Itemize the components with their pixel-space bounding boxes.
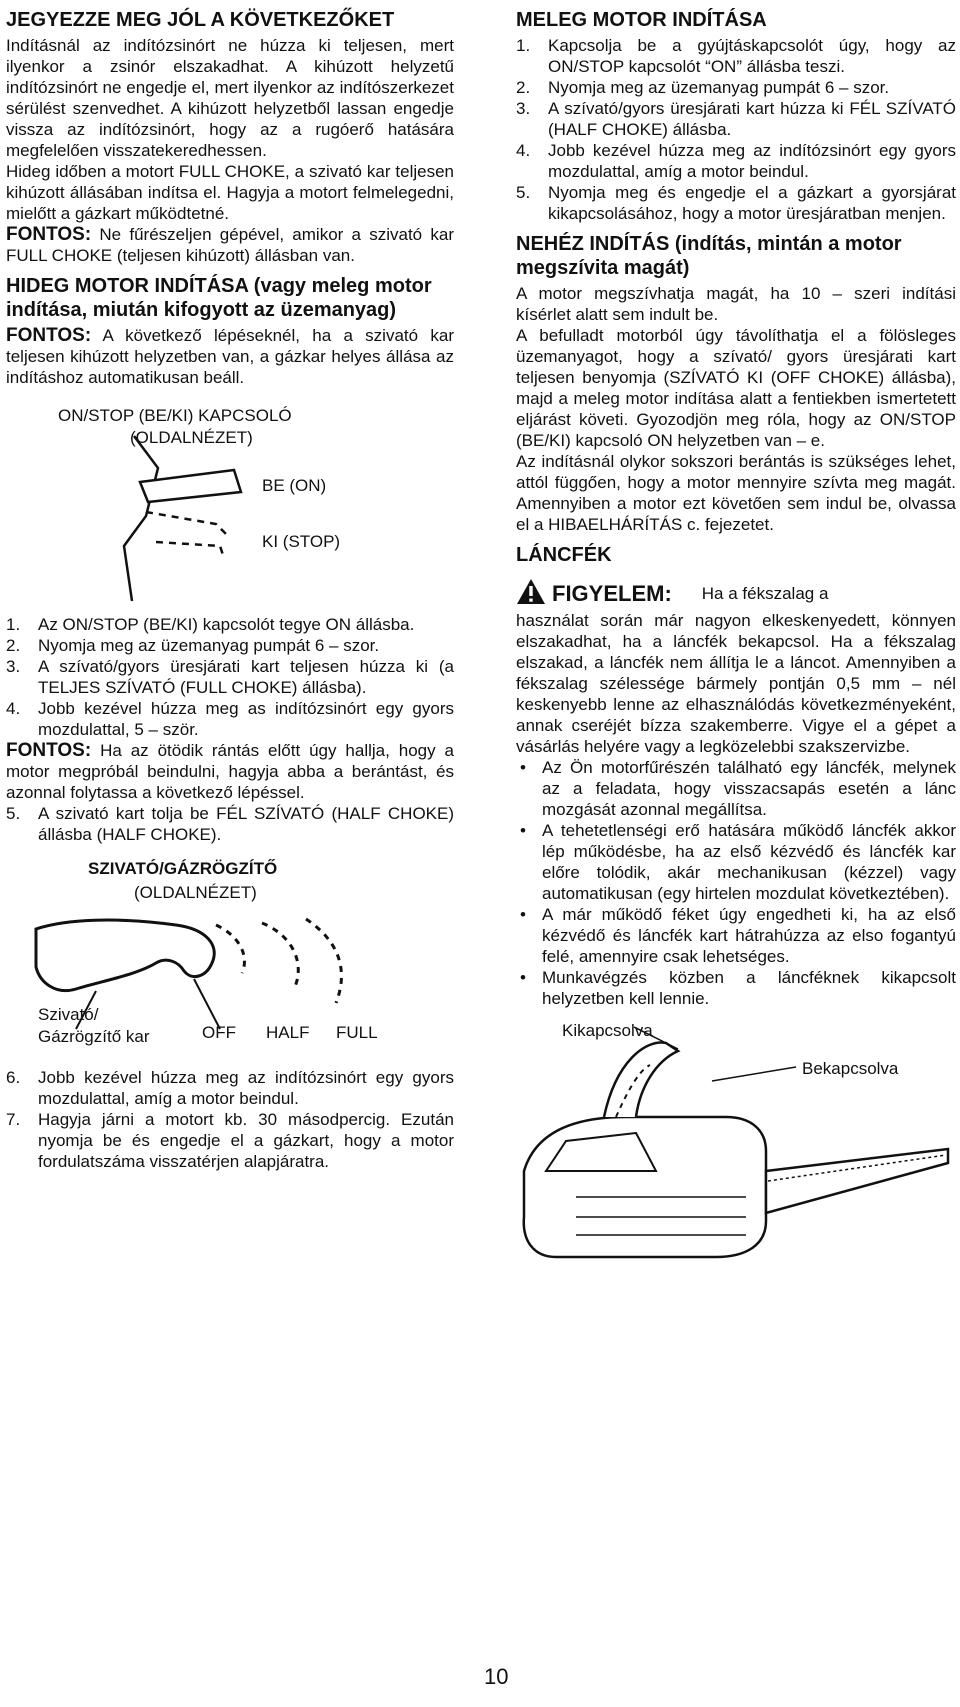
choke-title-line2: (OLDALNÉZET) [134,883,257,902]
step-number: 2. [6,636,21,655]
step-number: 5. [6,804,21,823]
paragraph-clear-fuel: A befulladt motorból úgy távolíthatja el a fölösleges üzemanyagot, hogy a szívató/ gyors üresjárati kart teljesen benyomja (SZÍVATÓ KI (OFF CHOKE) állásba), majd a meleg motor indítása alatt a fentiekben ismertetett eljárást követi. Gyozodjön meg róla, hogy az ON/STOP (BE/KI) kapcsoló ON helyzetben van – e. [516,326,956,450]
bullet-icon: • [520,905,526,924]
bullet-icon: • [520,968,526,987]
paragraph-flooded: A motor megszívhatja magát, ha 10 – szeri indítási kísérlet alatt sem indult be. [516,284,956,324]
section-title-remember: JEGYEZZE MEG JÓL A KÖVETKEZŐKET [6,9,395,31]
list-item [6,698,454,740]
warning-heading [516,578,956,610]
brake-label-off: Kikapcsolva [562,1021,653,1040]
steps-cold-start-b [6,803,454,845]
chain-brake-bullets [516,757,956,1009]
list-item [6,1067,454,1109]
list-item [516,757,956,820]
paragraph-starter-cord: Indításnál az indítózsinórt ne húzza ki teljesen, mert ilyenkor a zsinór elszakadhat. A kihúzott helyzetű indítózsinórt ne engedje el, mert ilyenkor az indítószerkezet sérülést szenvedhet. A kihúzott helyzetből lassan engedje vissza az indítózsinórt, hogy az a rugóerő hatására megfelelően visszatekeredhessen. [6,36,454,160]
section-title-hard-start: NEHÉZ INDÍTÁS (indítás, mintán a motor megszívita magát) [516,233,902,279]
important-note-3 [6,740,454,803]
steps-cold-start-c [6,1067,454,1172]
step-text: Nyomja meg az üzemanyag pumpát 6 – szor. [38,636,380,655]
steps-cold-start-a [6,614,454,740]
step-number: 4. [516,141,531,160]
step-number: 4. [6,699,21,718]
bullet-text: A már működő féket úgy engedheti ki, ha az első kézvédő és láncfék kart hátrahúzza az elso fogantyú felé, amennyire csak lehetséges. [542,905,956,966]
list-item [516,35,956,77]
important-note-2 [6,325,454,388]
choke-title-line1: SZIVATÓ/GÁZRÖGZÍTŐ [88,859,278,878]
step-number: 2. [516,78,531,97]
important-text: Ha az ötödik rántás előtt úgy hallja, hogy a motor megpróbál beindulni, hagyja abba a berántást, és azonnal folytassa a következő lépéssel. [6,741,454,802]
step-number: 1. [516,36,531,55]
step-text: A szívató/gyors üresjárati kart húzza ki FÉL SZÍVATÓ (HALF CHOKE) állásba. [548,99,956,139]
switch-title-line2: (OLDALNÉZET) [130,428,253,447]
step-text: A szívató/gyors üresjárati kart teljesen húzza ki (a TELJES SZÍVATÓ (FULL CHOKE) állásba). [38,657,454,697]
bullet-icon: • [520,758,526,777]
figure-chainsaw-brake [516,1021,956,1271]
warning-text: használat során már nagyon elkeskenyedett, könnyen elszakadhat, ha a láncfék bekapcsol. Ha a fékszalag elszakad, a láncfék nem állítja le a láncot. Amennyiben a fékszalag szélessége bármely pontján 0,5 mm – nél keskenyebb lenne az elhasználódás következményeként, annak cseréjét bízza szakemberre. Vigye el a gépet a vásárlás helyére vagy a legközelebbi szakszervizbe. [516,611,956,756]
warning-word: FIGYELEM: [552,581,672,606]
choke-label-full: FULL [336,1023,378,1042]
step-text: A szivató kart tolja be FÉL SZÍVATÓ (HALF CHOKE) állásba (HALF CHOKE). [38,804,454,844]
figure-choke-lever [6,859,454,1059]
choke-label-half: HALF [266,1023,310,1042]
step-text: Hagyja járni a motort kb. 30 másodpercig. Ezután nyomja be és engedje el a gázkart, hogy a motor fordulatszáma visszatérjen alapjáratra. [38,1110,454,1171]
list-item [516,140,956,182]
step-number: 1. [6,615,21,634]
important-text: A következő lépéseknél, ha a szivató kar teljesen kihúzott helyzetben van, a gázkar helyes állása az indításhoz automatikusan beáll. [6,326,454,387]
figure-on-stop-switch [6,406,454,606]
step-text: Az ON/STOP (BE/KI) kapcsolót tegye ON állásba. [38,615,415,634]
bullet-text: Munkavégzés közben a láncféknek kikapcsolt helyzetben kell lennie. [542,968,956,1008]
step-number: 3. [6,657,21,676]
left-column [6,8,454,1172]
step-text: Jobb kezével húzza meg az indítózsinórt egy gyors mozdulattal, amíg a motor beindul. [548,141,956,181]
list-item [6,1109,454,1172]
important-label: FONTOS: [6,325,92,346]
paragraph-cold-weather: Hideg időben a motort FULL CHOKE, a szivató kar teljesen kihúzott állásában indítsa el. Hagyja a motort felmelegedni, mielőtt a gázkart működtetné. [6,162,454,223]
bullet-text: Az Ön motorfűrészén található egy láncfék, melynek az a feladata, hogy visszacsapás esetén a lánc mozgását azonnal megállítsa. [542,758,956,819]
step-number: 6. [6,1068,21,1087]
page-number: 10 [484,1664,509,1689]
step-number: 5. [516,183,531,202]
list-item [516,182,956,224]
list-item [6,656,454,698]
important-note-1 [6,224,454,266]
warning-triangle-icon [516,578,546,610]
switch-label-on: BE (ON) [262,476,327,495]
step-text: Jobb kezével húzza meg as indítózsinórt egy gyors mozdulattal, 5 – ször. [38,699,454,739]
list-item [516,98,956,140]
section-title-warm-start: MELEG MOTOR INDÍTÁSA [516,9,767,31]
choke-lever-label-1: Szivató/ [38,1005,99,1024]
list-item [516,77,956,98]
bullet-text: A tehetetlenségi erő hatására működő láncfék akkor lép működésbe, ha az első kézvédő és láncfék kar előre tolódik, akár mechanikusan (kézzel) vagy automatikusan (egy hirtelen mozdulat következtében). [542,821,956,903]
step-number: 3. [516,99,531,118]
step-text: Kapcsolja be a gyújtáskapcsolót úgy, hogy az ON/STOP kapcsolót “ON” állásba teszi. [548,36,956,76]
choke-lever-label-2: Gázrögzítő kar [38,1027,150,1046]
step-text: Nyomja meg az üzemanyag pumpát 6 – szor. [548,78,890,97]
important-text: Ne fűrészeljen gépével, amikor a szivató kar FULL CHOKE (teljesen kihúzott) állásban van. [6,225,454,265]
switch-title-line1: ON/STOP (BE/KI) KAPCSOLÓ [58,406,292,425]
section-title-cold-start: HIDEG MOTOR INDÍTÁSA (vagy meleg motor indítása, miután kifogyott az üzemanyag) [6,275,432,321]
brake-label-on: Bekapcsolva [802,1059,899,1078]
bullet-icon: • [520,821,526,840]
list-item [6,803,454,845]
section-title-chain-brake: LÁNCFÉK [516,544,612,566]
step-text: Nyomja meg és engedje el a gázkart a gyorsjárat kikapcsolásához, hogy a motor üresjáratban menjen. [548,183,956,223]
choke-label-off: OFF [202,1023,236,1042]
step-text: Jobb kezével húzza meg az indítózsinórt egy gyors mozdulattal, amíg a motor beindul. [38,1068,454,1108]
step-number: 7. [6,1110,21,1129]
important-label: FONTOS: [6,740,92,761]
list-item [516,904,956,967]
steps-warm-start [516,35,956,224]
list-item [516,820,956,904]
important-label: FONTOS: [6,224,92,245]
warning-text-first: Ha a fékszalag a [701,584,829,603]
paragraph-multiple-pulls: Az indításnál olykor sokszori berántás is szükséges lehet, attól függően, hogy a motor mennyire szívta meg magát. Amennyiben a motor ezt követően sem indul be, olvassa el a HIBAELHÁRÍTÁS c. fejezetet. [516,452,956,534]
right-column [516,8,956,1271]
switch-label-stop: KI (STOP) [262,532,341,551]
list-item [6,614,454,635]
list-item [6,635,454,656]
list-item [516,967,956,1009]
